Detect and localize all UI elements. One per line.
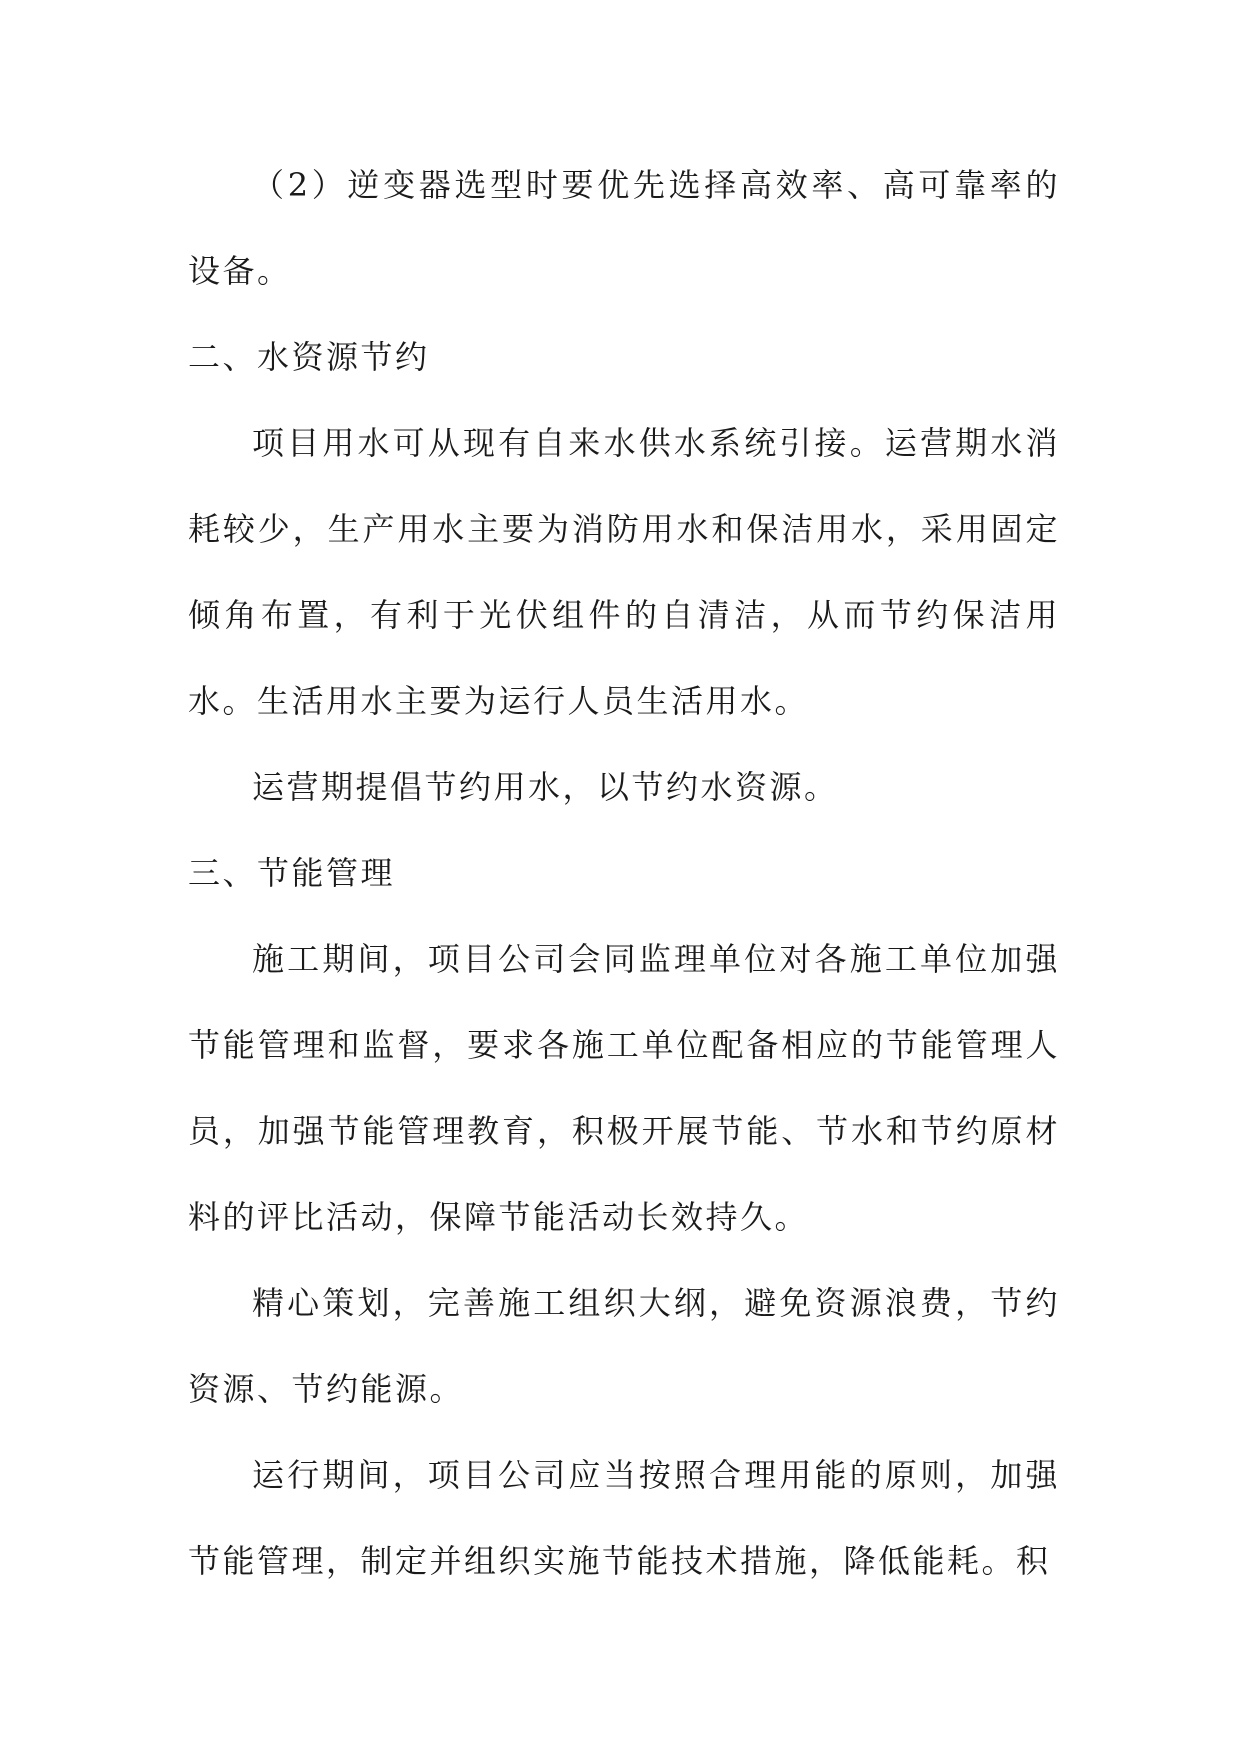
paragraph-inverter-selection: （2）逆变器选型时要优先选择高效率、高可靠率的设备。 xyxy=(188,166,1060,290)
section-heading-energy-management: 三、节能管理 xyxy=(188,854,396,892)
paragraph-water-usage: 项目用水可从现有自来水供水系统引接。运营期水消耗较少，生产用水主要为消防用水和保洁用水，采用固定倾角布置，有利于光伏组件的自清洁，从而节约保洁用水。生活用水主要为运行人员生活用水。 xyxy=(188,424,1060,720)
section-heading-water-saving: 二、水资源节约 xyxy=(188,338,430,376)
paragraph-water-conservation: 运营期提倡节约用水，以节约水资源。 xyxy=(252,768,839,806)
paragraph-planning: 精心策划，完善施工组织大纲，避免资源浪费，节约资源、节约能源。 xyxy=(188,1284,1060,1408)
document-body xyxy=(188,142,1060,1604)
paragraph-operation-management: 运行期间，项目公司应当按照合理用能的原则，加强节能管理，制定并组织实施节能技术措施，降低能耗。积 xyxy=(188,1456,1060,1580)
paragraph-construction-management: 施工期间，项目公司会同监理单位对各施工单位加强节能管理和监督，要求各施工单位配备相应的节能管理人员，加强节能管理教育，积极开展节能、节水和节约原材料的评比活动，保障节能活动长效持久。 xyxy=(188,940,1060,1236)
